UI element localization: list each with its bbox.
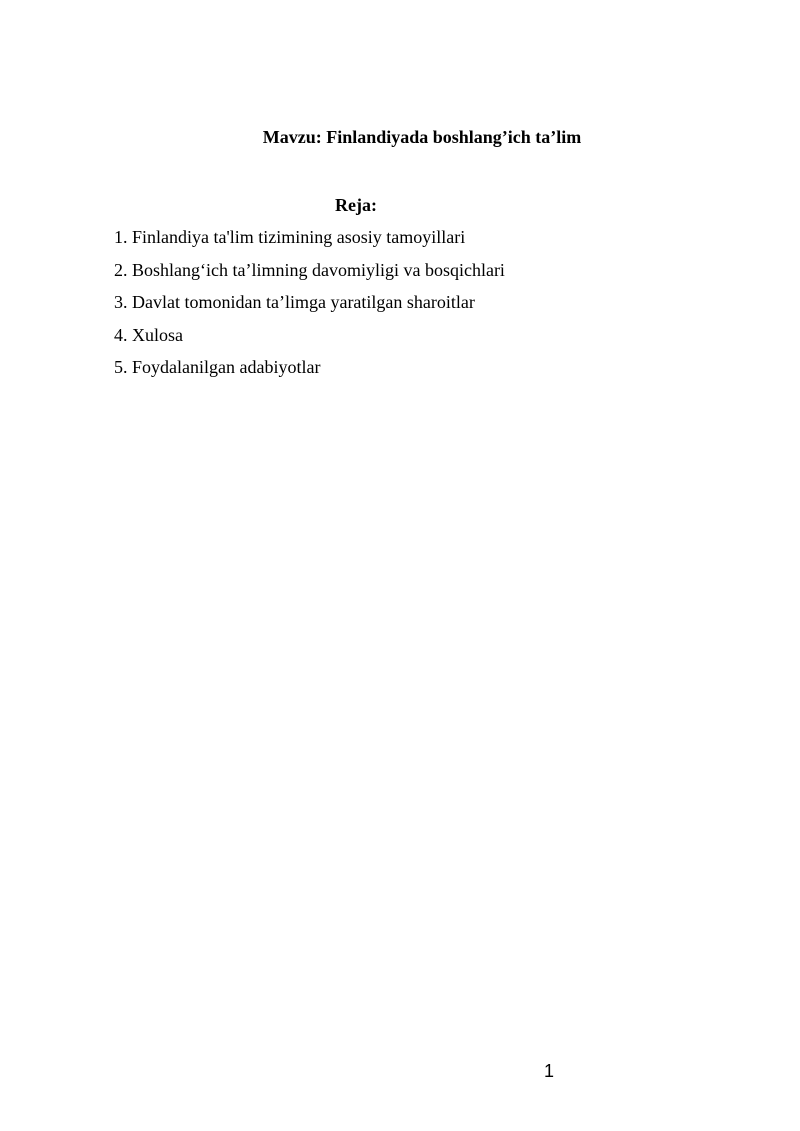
- plan-item: 4. Xulosa: [114, 324, 183, 345]
- plan-item: 2. Boshlang‘ich ta’limning davomiyligi va bosqichlari: [114, 259, 505, 280]
- plan-item: 1. Finlandiya ta'lim tizimining asosiy tamoyillari: [114, 227, 466, 247]
- plan-item: 5. Foydalanilgan adabiyotlar: [114, 357, 321, 377]
- plan-heading: Reja:: [335, 195, 377, 215]
- plan-item: 3. Davlat tomonidan ta’limga yaratilgan sharoitlar: [114, 292, 475, 312]
- document-title: Mavzu: Finlandiyada boshlang’ich ta’lim: [262, 127, 582, 147]
- page-number: 1: [544, 1061, 555, 1081]
- plan-list: [114, 225, 505, 388]
